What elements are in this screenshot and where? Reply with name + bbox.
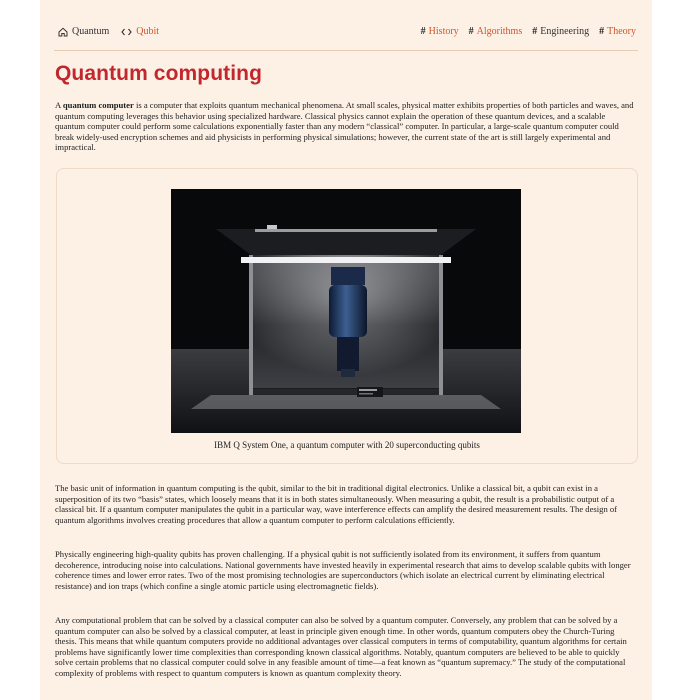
tag-label: Engineering [540,26,590,37]
header-divider [54,50,638,51]
top-navigation [58,26,636,42]
breadcrumb-home-link[interactable] [58,26,109,37]
paragraph-computability: Any computational problem that can be solved by a classical computer can also be solved by a quantum computer. Conversely, any problem that can be solved by a quantum computer can also be solved by a classical computer, at least in principle given enough time. In other words, quantum computers obey the Church-Turing thesis. This means that while quantum computers provide no additional advantages over classical computers in terms of computability, quantum algorithms for certain problems have significantly lower time complexities than corresponding known classical algorithms. Notably, quantum computers are believed to be able to quickly solve certain problems that no classical computer could solve in any feasible amount of time—a feat known as “quantum supremacy.” The study of the computational complexity of problems with respect to quantum computers is known as quantum complexity theory. [55,615,627,678]
tag-history[interactable] [421,26,459,37]
ibm-q-system-one-image [171,189,521,433]
breadcrumb [58,26,171,37]
hash-icon: # [420,26,426,37]
quantum-computer-photo [171,189,521,433]
hash-icon: # [468,26,474,37]
hash-icon: # [599,26,605,37]
paragraph-engineering: Physically engineering high-quality qubits has proven challenging. If a physical qubit is not sufficiently isolated from its environment, it suffers from quantum decoherence, introducing noise into calculations. National governments have invested heavily in experimental research that aims to develop scalable qubits with longer coherence times and lower error rates. Two of the most promising technologies are superconductors (which isolate an electrical current by eliminating electrical resistance) and ion traps (which confine a single atomic particle using electromagnetic fields). [55,549,631,591]
intro-term: quantum computer [62,100,134,110]
intro-prefix: A [55,100,61,110]
home-icon [58,27,68,37]
tag-label: Algorithms [476,26,523,37]
intro-text: is a computer that exploits quantum mechanical phenomena. At small scales, physical matter exhibits properties of both particles and waves, and quantum computing leverages this behavior using specialized hardware. Classical physics cannot explain the operation of these quantum devices, and a scalable quantum computer could perform some calculations exponentially faster than any modern “classical” computer. In particular, a large-scale quantum computer could break widely-used encryption schemes and aid physicists in performing physical simulations; however, the current state of the art is still largely experimental and impractical. [55,100,634,153]
figure-card [56,168,638,464]
breadcrumb-current-link[interactable] [121,26,159,37]
intro-paragraph [55,100,637,153]
tag-algorithms[interactable] [469,26,523,37]
breadcrumb-current-label: Qubit [136,26,159,37]
page-title: Quantum computing [55,62,263,85]
paragraph-qubit: The basic unit of information in quantum computing is the qubit, similar to the bit in traditional digital electronics. Unlike a classical bit, a qubit can exist in a superposition of its two “basis” states, which loosely means that it is in both states simultaneously. When measuring a qubit, the result is a probabilistic output of a classical bit. If a quantum computer manipulates the qubit in a particular way, wave interference effects can amplify the desired measurement results. The design of quantum algorithms involves creating procedures that allow a quantum computer to perform calculations efficiently. [55,483,618,525]
code-icon [121,27,132,37]
tag-list [411,26,636,37]
breadcrumb-home-label: Quantum [72,26,110,37]
hash-icon: # [532,26,538,37]
figure-caption: IBM Q System One, a quantum computer with 20 superconducting qubits [214,440,480,450]
tag-label: History [428,26,459,37]
tag-engineering[interactable] [532,26,589,37]
tag-label: Theory [607,26,636,37]
tag-theory[interactable] [599,26,636,37]
article-page [40,0,652,700]
